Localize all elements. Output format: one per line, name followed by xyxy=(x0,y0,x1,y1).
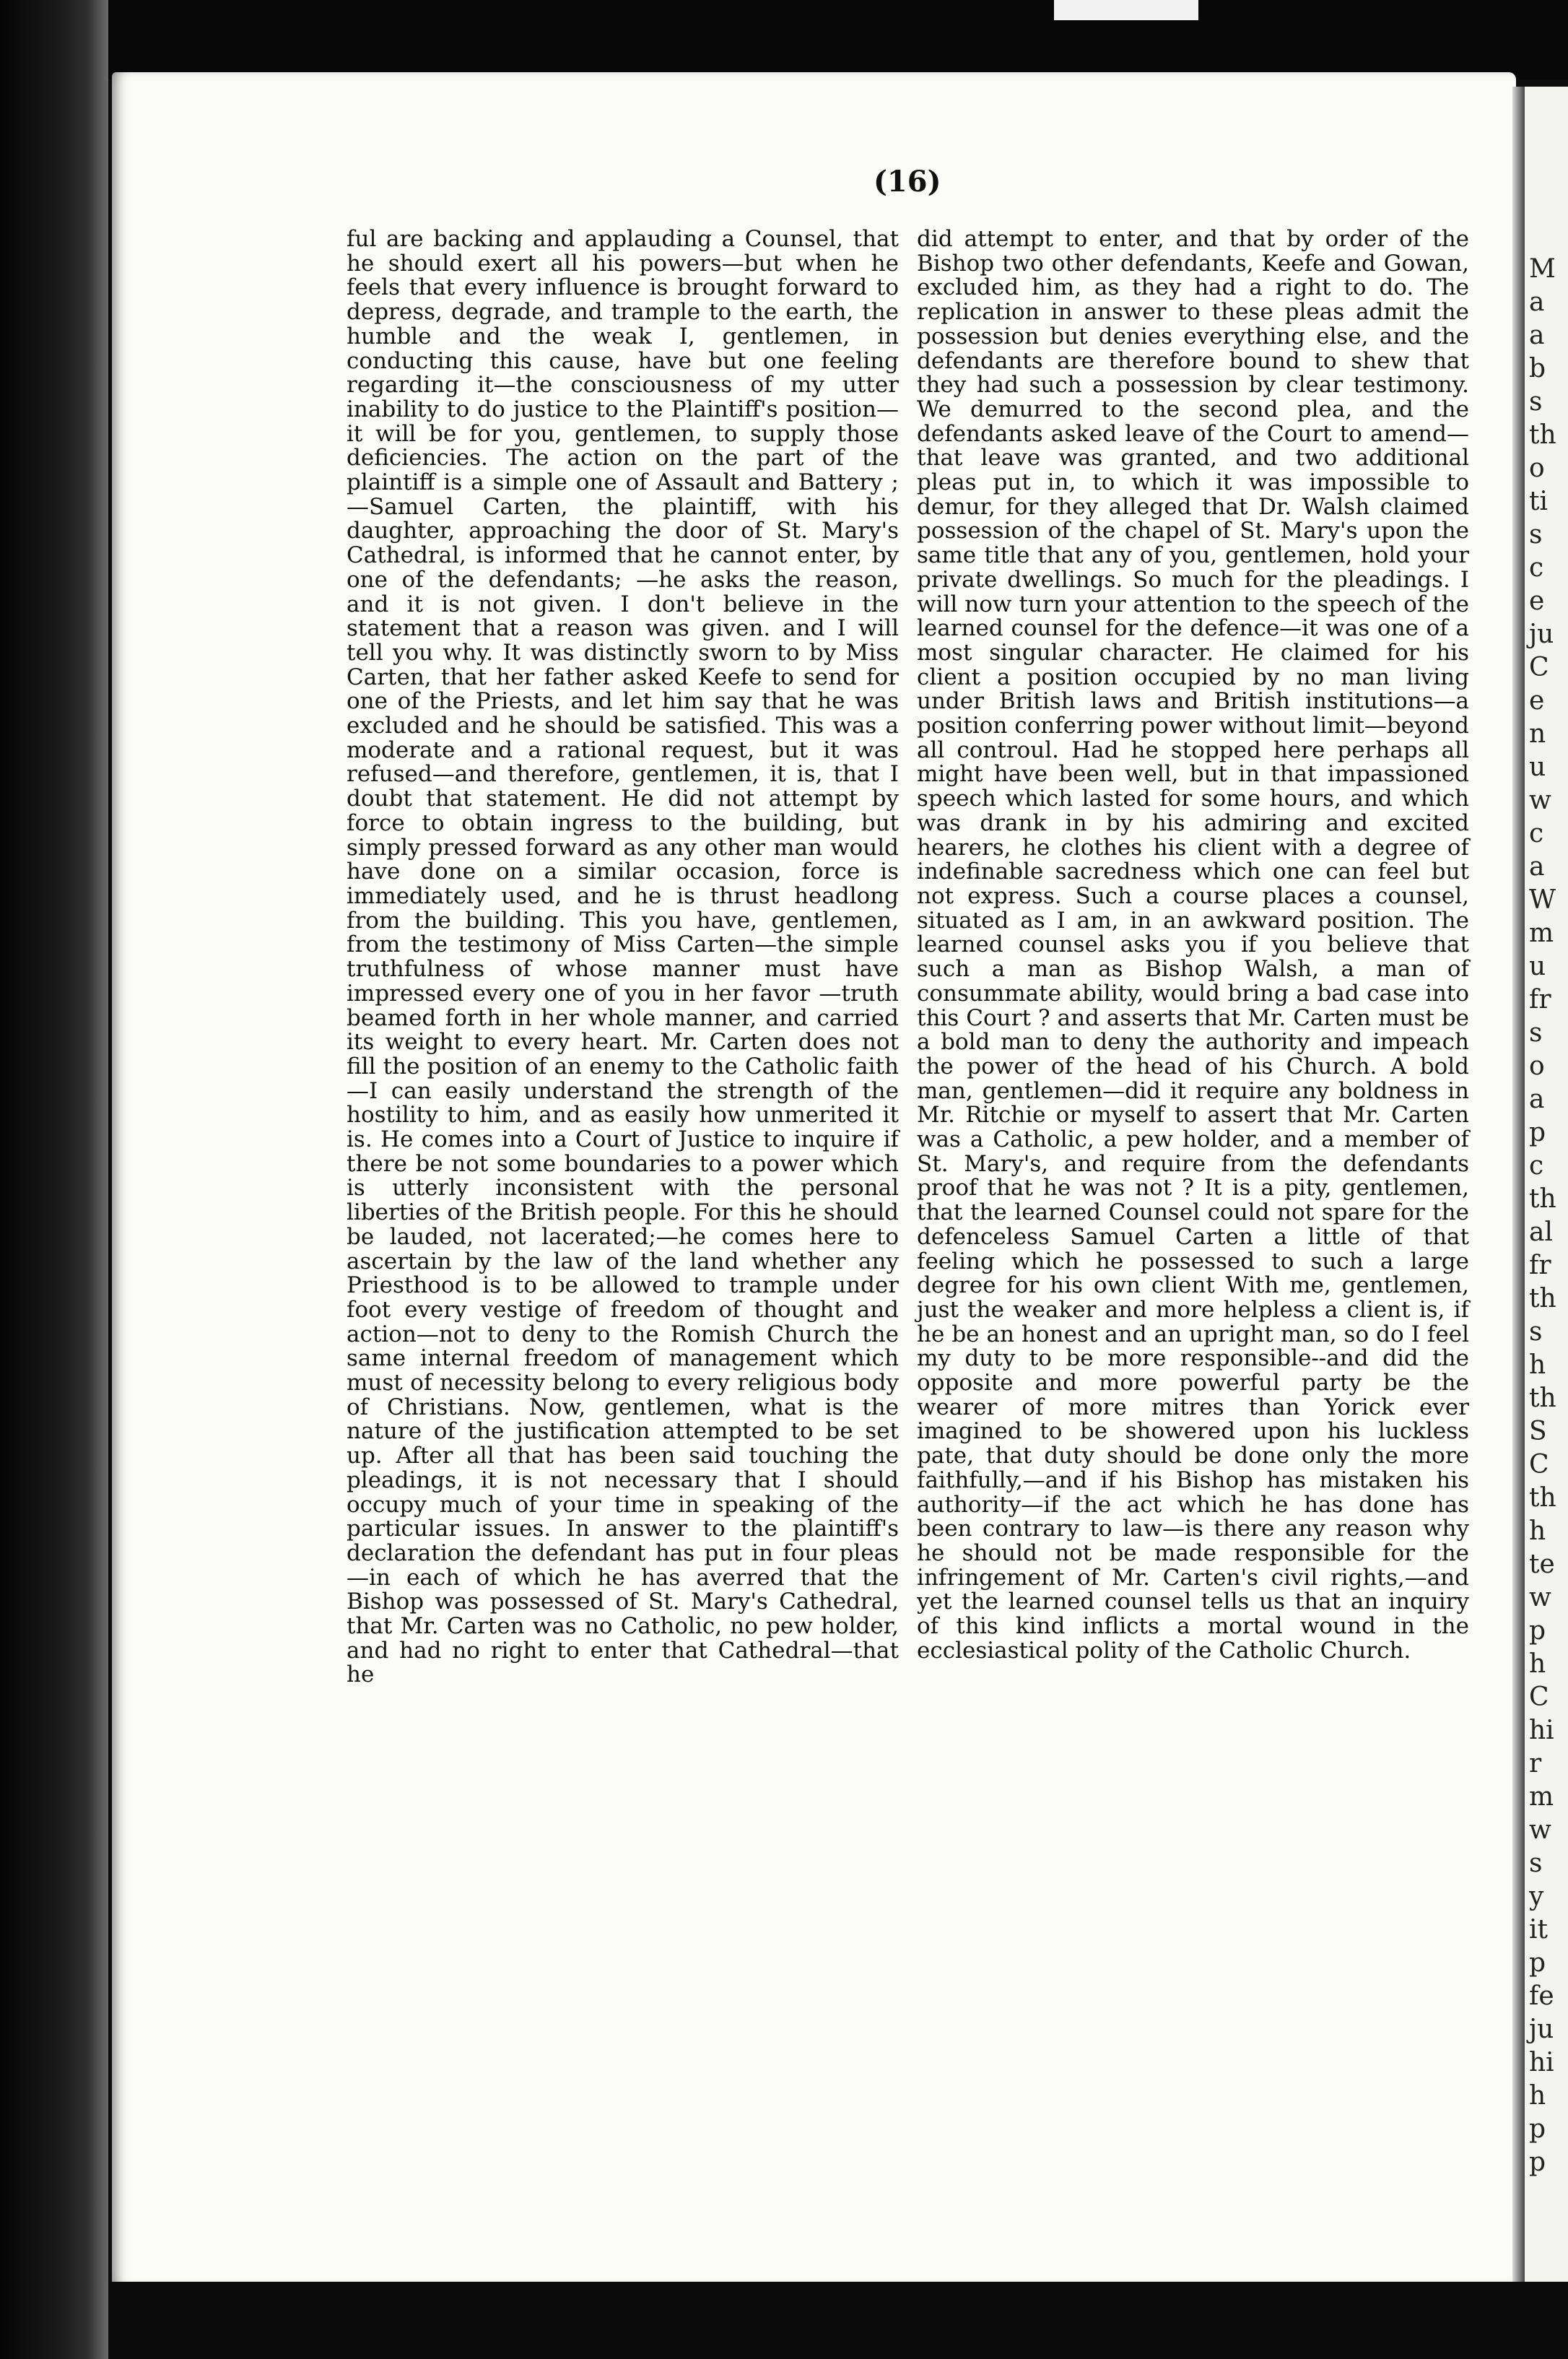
facing-page-fragment: al xyxy=(1529,1217,1553,1247)
right-text-column xyxy=(917,227,1469,1663)
facing-page-fragment: s xyxy=(1529,1848,1543,1878)
facing-page-fragment: s xyxy=(1529,1317,1543,1347)
facing-page-fragment: ju xyxy=(1529,620,1554,649)
facing-page-fragment: hi xyxy=(1529,2048,1554,2077)
facing-page-fragment: w xyxy=(1529,1583,1551,1612)
facing-page-fragment: s xyxy=(1529,1018,1543,1048)
facing-page-fragment: e xyxy=(1529,586,1545,616)
facing-page-fragment: m xyxy=(1529,1782,1554,1812)
facing-page-fragment: c xyxy=(1529,1151,1544,1181)
facing-page-fragment: c xyxy=(1529,553,1544,583)
facing-page-fragment: o xyxy=(1529,453,1545,483)
facing-page-fragment: a xyxy=(1529,1085,1545,1114)
scan-top-notch xyxy=(1054,0,1198,20)
facing-page-fragment: p xyxy=(1529,1118,1546,1147)
book-binding xyxy=(0,0,108,2359)
facing-page-fragment: th xyxy=(1529,1383,1556,1413)
facing-page-fragment: p xyxy=(1529,2147,1546,2177)
facing-page-fragment: n xyxy=(1529,719,1546,749)
facing-page-fragment: M xyxy=(1529,254,1556,284)
left-column-text: ful are backing and applauding a Counsel, that he should exert all his powers—but when he feels that every influence is brought forward to depress, degrade, and trample to the earth, the humble and the weak I, gentlemen, in conducting this cause, have but one feeling regarding it—the consciousness of my utter inability to do justice to the Plaintiff's position—it will be for you, gentlemen, to supply those deficiencies. The action on the part of the plaintiff is a simple one of Assault and Battery ;—Samuel Carten, the plaintiff, with his daughter, approaching the door of St. Mary's Cathedral, is informed that he cannot enter, by one of the defendants; —he asks the reason, and it is not given. I don't believe in the statement that a reason was given. and I will tell you why. It was distinctly sworn to by Miss Carten, that her father asked Keefe to send for one of the Priests, and let him say that he was excluded and he should be satisfied. This was a moderate and a rational request, but it was refused—and therefore, gentlemen, it is, that I doubt that statement. He did not attempt by force to obtain ingress to the building, but simply pressed forward as any other man would have done on a similar occasion, force is immediately used, and he is thrust headlong from the building. This you have, gentlemen, from the testimony of Miss Carten—the simple truthfulness of whose manner must have impressed every one of you in her favor —truth beamed forth in her whole manner, and carried its weight to every heart. Mr. Carten does not fill the position of an enemy to the Catholic faith—I can easily understand the strength of the hostility to him, and as easily how unmerited it is. He comes into a Court of Justice to inquire if there be not some boundaries to a power which is utterly inconsistent with the personal liberties of the British people. For this he should be lauded, not lacerated;—he comes here to ascertain by the law of the land whether any Priesthood is to be allowed to trample under foot every vestige of freedom of thought and action—not to deny to the Romish Church the same internal freedom of management which must of necessity belong to every religious body of Christians. Now, gentlemen, what is the nature of the justification attempted to be set up. After all that has been said touching the pleadings, it is not necessary that I should occupy much of your time in speaking of the particular issues. In answer to the plaintiff's declaration the defendant has put in four pleas—in each of which he has averred that the Bishop was possessed of St. Mary's Cathedral, that Mr. Carten was no Catholic, no pew holder, and had no right to enter that Cathedral—that he xyxy=(347,226,899,1688)
facing-page-fragment: p xyxy=(1529,1616,1546,1646)
facing-page-fragment: C xyxy=(1529,1682,1549,1712)
facing-page-fragment: C xyxy=(1529,653,1549,682)
facing-page-fragment: u xyxy=(1529,752,1546,782)
facing-page-fragment: b xyxy=(1529,354,1546,383)
scan-top-border xyxy=(0,0,1568,79)
facing-page-fragment: h xyxy=(1529,2081,1546,2111)
facing-page-fragment: o xyxy=(1529,1051,1545,1081)
facing-page-fragment: s xyxy=(1529,387,1543,417)
facing-page-edge xyxy=(1525,87,1568,2296)
right-column-text: did attempt to enter, and that by order of the Bishop two other defendants, Keefe and Gowan, excluded him, as they had a right to do. The replication in answer to these pleas admit the possession but denies everything else, and the defendants are therefore bound to shew that they had such a possession by clear testimony. We demurred to the second plea, and the defendants asked leave of the Court to amend—that leave was granted, and two additional pleas put in, to which it was impossible to demur, for they alleged that Dr. Walsh claimed possession of the chapel of St. Mary's upon the same title that any of you, gentlemen, hold your private dwellings. So much for the pleadings. I will now turn your attention to the speech of the learned counsel for the defence—it was one of a most singular character. He claimed for his client a position occupied by no man living under British laws and British institutions—a position conferring power without limit—beyond all controul. Had he stopped here perhaps all might have been well, but in that impassioned speech which lasted for some hours, and which was drank in by his admiring and excited hearers, he clothes his client with a degree of indefinable sacredness which one can feel but not express. Such a course places a counsel, situated as I am, in an awkward position. The learned counsel asks you if you believe that such a man as Bishop Walsh, a man of consummate ability, would bring a bad case into this Court ? and asserts that Mr. Carten must be a bold man to deny the authority and impeach the power of the head of his Church. A bold man, gentlemen—did it require any boldness in Mr. Ritchie or myself to assert that Mr. Carten was a Catholic, a pew holder, and a member of St. Mary's, and require from the defendants proof that he was not ? It is a pity, gentlemen, that the learned Counsel could not spare for the defenceless Samuel Carten a little of that feeling which he possessed to such a large degree for his own client With me, gentlemen, just the weaker and more helpless a client is, if he be an honest and an upright man, so do I feel my duty to be more responsible--and did the opposite and more powerful party be the wearer of more mitres than Yorick ever imagined to be showered upon his luckless pate, that duty should be done only the more faithfully,—and if his Bishop has mistaken his authority—if the act which he has done has been contrary to law—is there any reason why he should not be made responsible for the infringement of Mr. Carten's civil rights,—and yet the learned counsel tells us that an inquiry of this kind inflicts a mortal wound in the ecclesiastical polity of the Catholic Church. xyxy=(917,226,1469,1664)
facing-page-fragment: C xyxy=(1529,1450,1549,1480)
facing-page-fragment: it xyxy=(1529,1915,1548,1945)
facing-page-fragment: th xyxy=(1529,1284,1556,1313)
facing-page-fragment: a xyxy=(1529,287,1545,317)
facing-page-fragment: fr xyxy=(1529,1251,1551,1280)
facing-page-fragment: e xyxy=(1529,686,1545,716)
facing-page-fragment: fe xyxy=(1529,1981,1554,2011)
facing-page-fragment: hi xyxy=(1529,1716,1554,1745)
facing-page-fragment: w xyxy=(1529,1815,1551,1845)
facing-page-fragment: ju xyxy=(1529,2015,1554,2044)
facing-page-fragment: th xyxy=(1529,1483,1556,1513)
facing-page-fragment: p xyxy=(1529,1948,1546,1978)
facing-page-fragment: h xyxy=(1529,1350,1546,1380)
facing-page-fragment: r xyxy=(1529,1749,1542,1778)
facing-page-fragment: a xyxy=(1529,321,1545,350)
facing-page-fragment: c xyxy=(1529,819,1544,848)
facing-page-fragment: th xyxy=(1529,1184,1556,1214)
facing-page-fragment: y xyxy=(1529,1882,1544,1911)
facing-page-fragment: m xyxy=(1529,918,1554,948)
facing-page-fragment: a xyxy=(1529,852,1545,882)
facing-page-fragment: W xyxy=(1529,885,1556,915)
facing-page-fragment: ti xyxy=(1529,487,1548,516)
page-number: (16) xyxy=(874,165,941,199)
left-text-column xyxy=(347,227,899,1687)
facing-page-fragment: th xyxy=(1529,420,1556,450)
facing-page-fragment: h xyxy=(1529,1649,1546,1679)
facing-page-fragment: s xyxy=(1529,520,1543,549)
facing-page-fragment: S xyxy=(1529,1417,1547,1446)
facing-page-fragment: h xyxy=(1529,1516,1546,1546)
facing-page-fragment: w xyxy=(1529,786,1551,815)
facing-page-fragment: fr xyxy=(1529,985,1551,1015)
scan-bottom-border xyxy=(108,2282,1568,2359)
facing-page-fragment: u xyxy=(1529,952,1546,981)
facing-page-fragment: p xyxy=(1529,2114,1546,2144)
facing-page-fragment: te xyxy=(1529,1550,1555,1579)
